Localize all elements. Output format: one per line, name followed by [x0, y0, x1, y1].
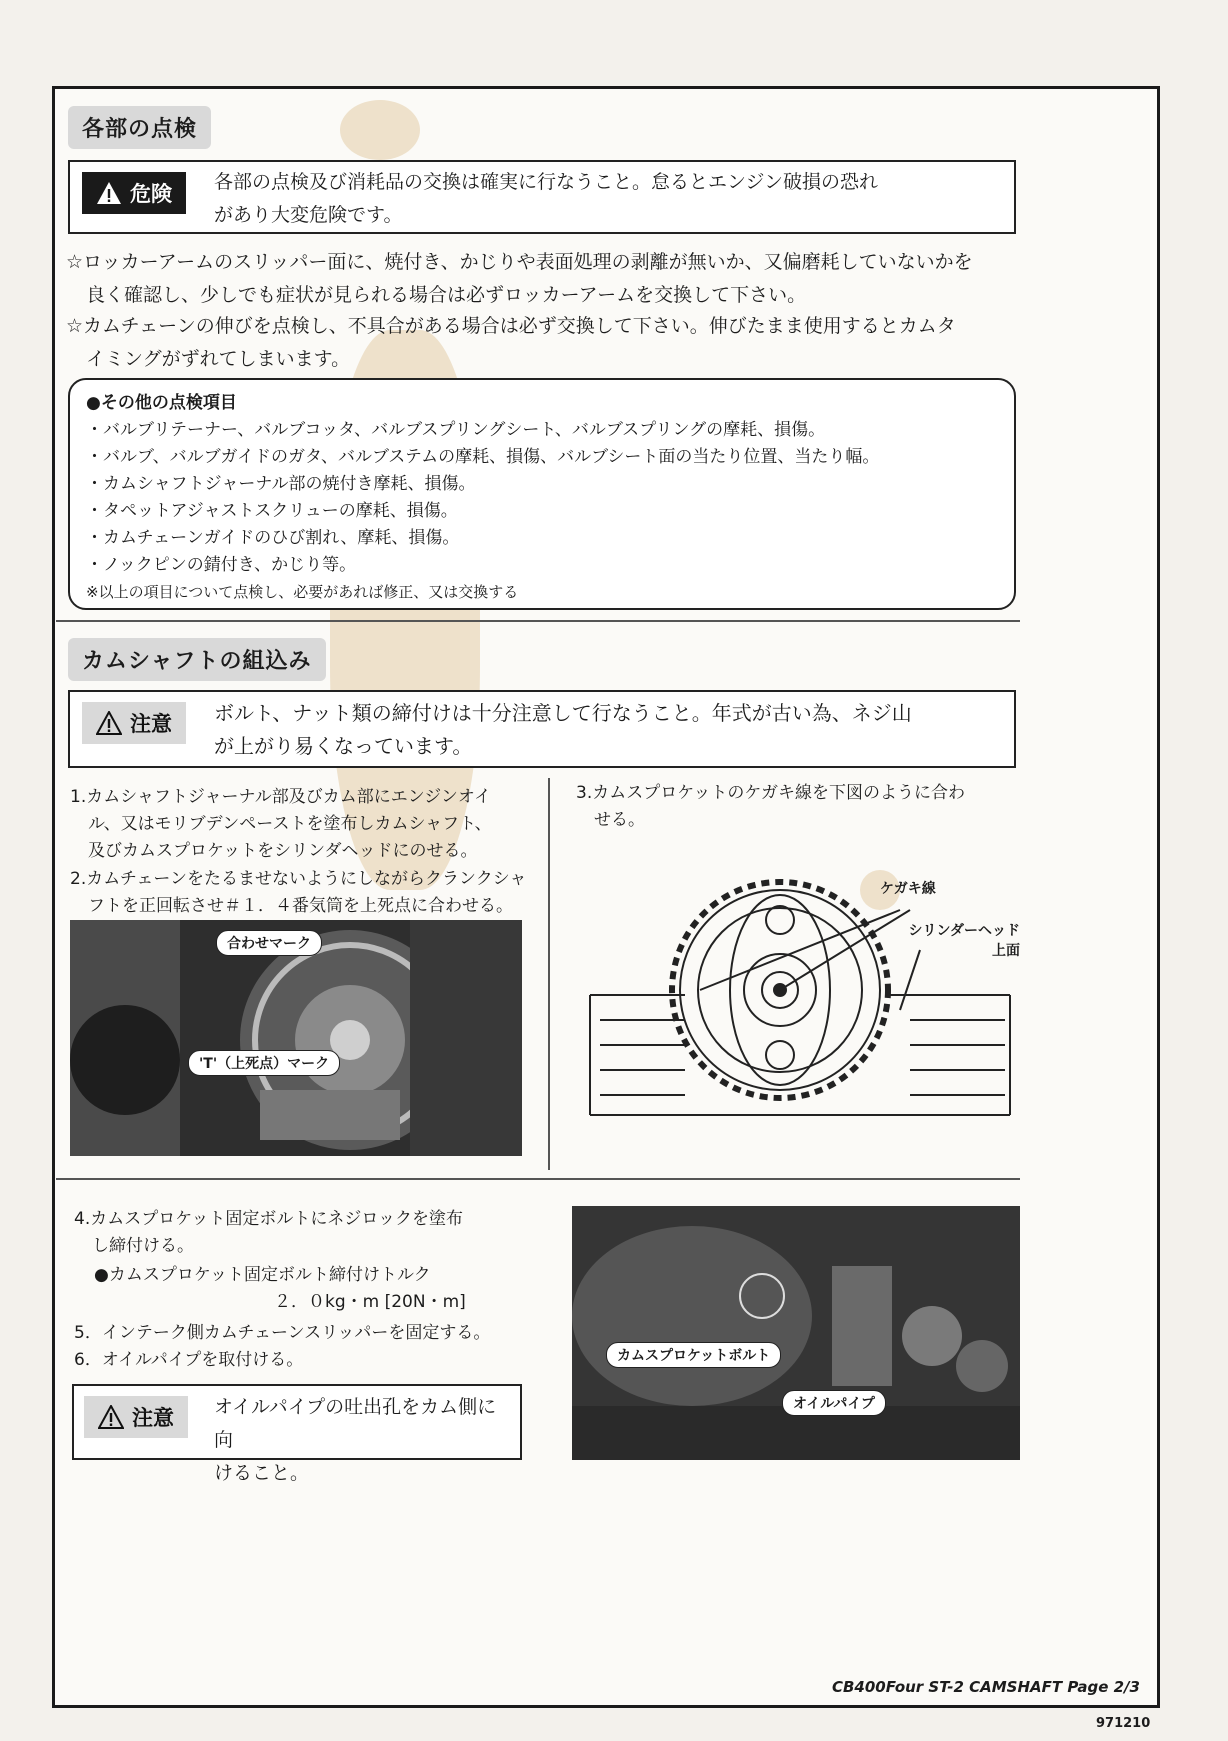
- step-line: ル、又はモリブデンペーストを塗布しカムシャフト、: [88, 814, 492, 834]
- para-line: ☆カムチェーンの伸びを点検し、不具合がある場合は必ず交換して下さい。伸びたまま使用するとカムタ: [66, 315, 956, 337]
- caution-label: 注意: [130, 712, 172, 736]
- caution-badge: [84, 1396, 188, 1438]
- step-line: 4.カムスプロケット固定ボルトにネジロックを塗布: [74, 1209, 464, 1229]
- danger-text: [214, 166, 1004, 232]
- label-scribe-line: ケガキ線: [880, 881, 936, 897]
- warning-icon: [96, 181, 122, 205]
- danger-badge: [82, 172, 186, 214]
- danger-box: [68, 160, 1016, 234]
- torque-title: ●カムスプロケット固定ボルト締付けトルク: [94, 1265, 431, 1285]
- step-line: せる。: [594, 810, 645, 830]
- step-3: [576, 780, 1016, 834]
- step-line: 3.カムスプロケットのケガキ線を下図のように合わ: [576, 783, 966, 803]
- step-line: 2.カムチェーンをたるませないようにしながらクランクシャ: [70, 869, 527, 889]
- caution-text: [214, 697, 1004, 763]
- caution-text-line: ボルト、ナット類の締付けは十分注意して行なうこと。年式が古い為、ネジ山: [214, 701, 912, 725]
- label-line: シリンダーヘッド: [908, 923, 1020, 939]
- column-divider: [548, 778, 550, 1170]
- other-inspection-box: [68, 378, 1016, 610]
- list-item: ・バルブ、バルブガイドのガタ、バルブステムの摩耗、損傷、バルブシート面の当たり位置、当たり幅。: [86, 447, 880, 467]
- other-title: ●その他の点検項目: [86, 393, 237, 413]
- page-footer: CB400Four ST-2 CAMSHAFT Page 2/3: [831, 1678, 1140, 1696]
- step-4: [74, 1206, 534, 1260]
- list-item: ・タペットアジャストスクリューの摩耗、損傷。: [86, 501, 458, 521]
- callout-sprocket-bolt: カムスプロケットボルト: [606, 1342, 781, 1368]
- callout-oil-pipe: オイルパイプ: [782, 1390, 886, 1416]
- divider: [56, 620, 1020, 622]
- caution-text-line: けること。: [214, 1462, 310, 1484]
- para-line: イミングがずれてしまいます。: [86, 348, 351, 370]
- paragraph-rocker-arm: [66, 246, 1026, 312]
- step-line: 1.カムシャフトジャーナル部及びカム部にエンジンオイ: [70, 787, 491, 807]
- caution-box: [68, 690, 1016, 768]
- caution-label: 注意: [132, 1406, 174, 1430]
- step-5: 5．インテーク側カムチェーンスリッパーを固定する。: [74, 1323, 491, 1343]
- para-line: ☆ロッカーアームのスリッパー面に、焼付き、かじりや表面処理の剥離が無いか、又偏磨耗していないかを: [66, 251, 973, 273]
- list-item: ・カムシャフトジャーナル部の焼付き摩耗、損傷。: [86, 474, 476, 494]
- photo-sprocket-bolt-oil-pipe: [572, 1206, 1020, 1460]
- step-line: フトを正回転させ＃１．４番気筒を上死点に合わせる。: [88, 896, 513, 916]
- caution-icon: [98, 1405, 124, 1429]
- step-line: し締付ける。: [92, 1236, 194, 1256]
- step-5-6: [74, 1320, 534, 1374]
- sprocket-diagram-graphic: [580, 870, 1020, 1130]
- photo-cam-timing-marks: [70, 920, 522, 1156]
- danger-text-line: 各部の点検及び消耗品の交換は確実に行なうこと。怠るとエンジン破損の恐れ: [214, 171, 879, 193]
- torque-spec: [94, 1262, 534, 1316]
- step-6: 6．オイルパイプを取付ける。: [74, 1350, 304, 1370]
- caution-text-line: オイルパイプの吐出孔をカム側に向: [214, 1396, 497, 1451]
- caution-text-line: が上がり易くなっています。: [214, 734, 473, 758]
- other-inspection-list: [86, 390, 996, 606]
- caution-text: [214, 1391, 514, 1490]
- list-item: ・カムチェーンガイドのひび割れ、摩耗、損傷。: [86, 528, 460, 548]
- engine-photo-graphic: [572, 1206, 1020, 1460]
- caution-badge: [82, 702, 186, 744]
- step-line: 及びカムスプロケットをシリンダヘッドにのせる。: [88, 841, 478, 861]
- section-title-inspection: 各部の点検: [68, 106, 211, 149]
- paragraph-cam-chain: [66, 310, 1026, 376]
- danger-text-line: があり大変危険です。: [214, 204, 403, 226]
- para-line: 良く確認し、少しでも症状が見られる場合は必ずロッカーアームを交換して下さい。: [86, 284, 807, 306]
- section-title-camshaft: カムシャフトの組込み: [68, 638, 326, 681]
- other-note: ※以上の項目について点検し、必要があれば修正、又は交換する: [86, 583, 519, 601]
- label-cylinder-head: [904, 920, 1020, 960]
- danger-label: 危険: [130, 182, 172, 206]
- callout-alignment-mark: 合わせマーク: [216, 930, 322, 956]
- stain: [340, 100, 420, 160]
- label-line: 上面: [992, 943, 1020, 959]
- divider: [56, 1178, 1020, 1180]
- list-item: ・バルブリテーナー、バルブコッタ、バルブスプリングシート、バルブスプリングの摩耗、損傷。: [86, 420, 826, 440]
- step-1: [70, 784, 540, 865]
- list-item: ・ノックピンの錆付き、かじり等。: [86, 555, 357, 575]
- caution-box-oil-pipe: [72, 1384, 522, 1484]
- callout-tdc-mark: 'T'（上死点）マーク: [188, 1050, 340, 1076]
- step-2: [70, 866, 540, 920]
- document-code: 971210: [1096, 1716, 1151, 1731]
- cam-sprocket-diagram: [580, 870, 1020, 1130]
- torque-value: ２．０kg・m [20N・m]: [274, 1292, 466, 1312]
- caution-icon: [96, 711, 122, 735]
